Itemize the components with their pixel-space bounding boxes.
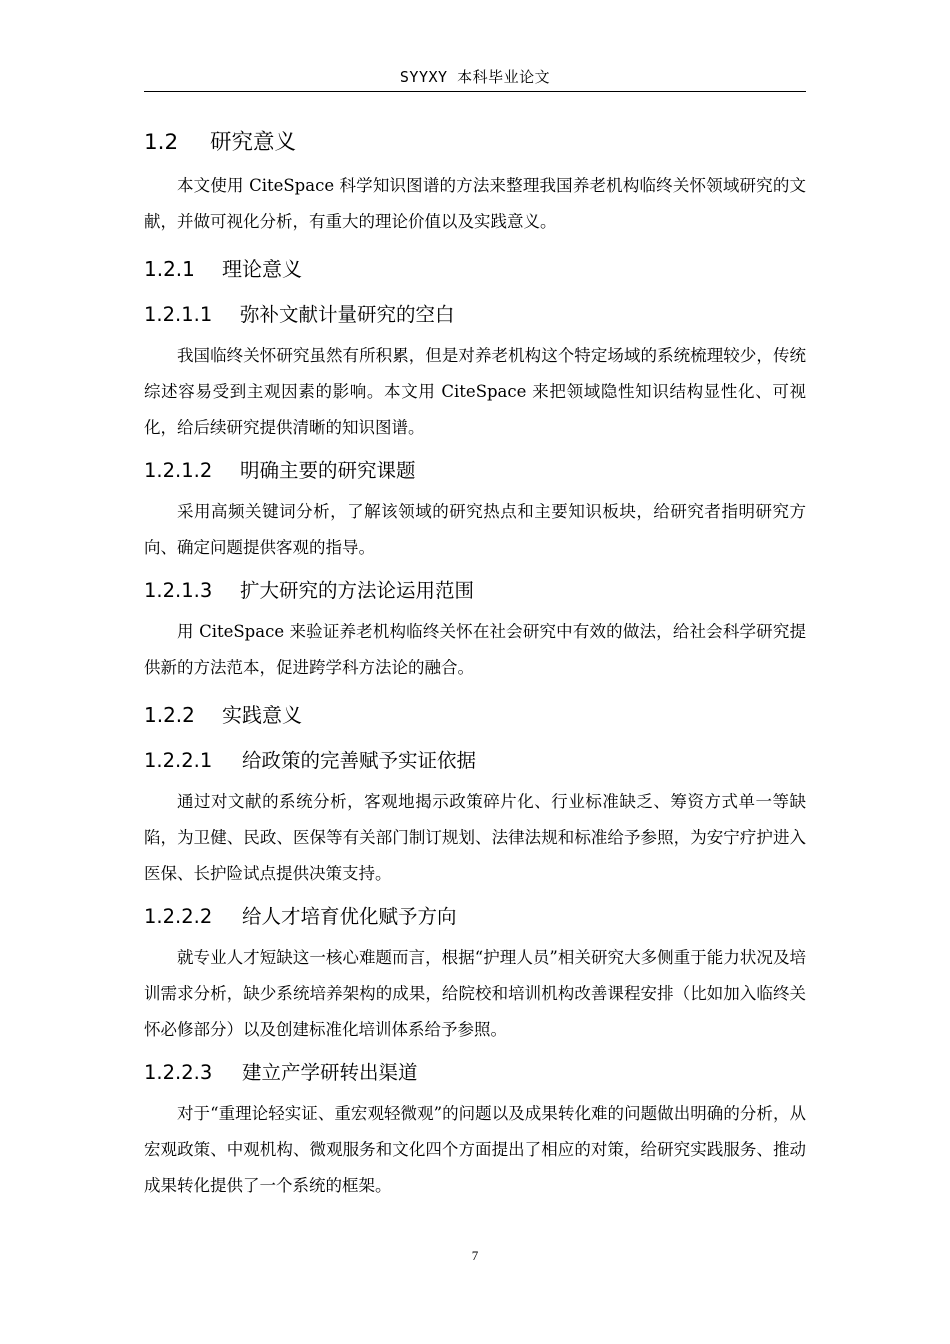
header-rule — [144, 91, 806, 92]
section-heading-1-2 — [144, 118, 806, 168]
section-title: 研究意义 — [210, 130, 297, 155]
paragraph: 用 CiteSpace 来验证养老机构临终关怀在社会研究中有效的做法，给社会科学研究提供新的方法范本，促进跨学科方法论的融合。 — [144, 622, 806, 677]
section-heading-1-2-1 — [144, 246, 806, 292]
section-title: 给人才培育优化赋予方向 — [242, 905, 457, 928]
section-heading-1-2-1-1 — [144, 292, 806, 338]
section-heading-1-2-2 — [144, 692, 806, 738]
document-body — [144, 118, 806, 1204]
section-title: 实践意义 — [222, 703, 302, 727]
section-number: 1.2.1.1 — [144, 303, 213, 326]
section-heading-1-2-2-1 — [144, 738, 806, 784]
paragraph: 通过对文献的系统分析，客观地揭示政策碎片化、行业标准缺乏、筹资方式单一等缺陷，为卫健、民政、医保等有关部门制订规划、法律法规和标准给予参照，为安宁疗护进入医保、长护险试点提供决策支持。 — [144, 792, 806, 883]
paragraph: 采用高频关键词分析，了解该领域的研究热点和主要知识板块，给研究者指明研究方向、确定问题提供客观的指导。 — [144, 502, 806, 557]
section-number: 1.2.2.2 — [144, 905, 213, 928]
running-header: SYYXY 本科毕业论文 — [399, 68, 551, 86]
section-title: 建立产学研转出渠道 — [242, 1061, 418, 1084]
section-title: 弥补文献计量研究的空白 — [240, 303, 455, 326]
section-number: 1.2.1 — [144, 257, 195, 281]
paragraph: 就专业人才短缺这一核心难题而言，根据“护理人员”相关研究大多侧重于能力状况及培训需求分析，缺少系统培养架构的成果，给院校和培训机构改善课程安排（比如加入临终关怀必修部分）以及创建标准化培训体系给予参照。 — [144, 948, 806, 1039]
section-heading-1-2-1-2 — [144, 448, 806, 494]
paragraph: 对于“重理论轻实证、重宏观轻微观”的问题以及成果转化难的问题做出明确的分析，从宏观政策、中观机构、微观服务和文化四个方面提出了相应的对策，给研究实践服务、推动成果转化提供了一个系统的框架。 — [144, 1104, 806, 1195]
section-number: 1.2.1.3 — [144, 579, 213, 602]
section-title: 扩大研究的方法论运用范围 — [240, 579, 475, 602]
section-number: 1.2.2.3 — [144, 1061, 213, 1084]
section-title: 给政策的完善赋予实证依据 — [242, 749, 477, 772]
section-number: 1.2.1.2 — [144, 459, 213, 482]
section-title: 明确主要的研究课题 — [240, 459, 416, 482]
page-number: 7 — [471, 1248, 479, 1263]
section-number: 1.2 — [144, 130, 179, 155]
section-number: 1.2.2 — [144, 703, 195, 727]
section-title: 理论意义 — [222, 257, 302, 281]
section-heading-1-2-2-3 — [144, 1050, 806, 1096]
section-number: 1.2.2.1 — [144, 749, 213, 772]
paragraph: 我国临终关怀研究虽然有所积累，但是对养老机构这个特定场域的系统梳理较少，传统综述容易受到主观因素的影响。本文用 CiteSpace 来把领域隐性知识结构显性化、可视化，给后续研究提供清晰的知识图谱。 — [144, 346, 806, 437]
section-heading-1-2-2-2 — [144, 894, 806, 940]
section-heading-1-2-1-3 — [144, 568, 806, 614]
paragraph: 本文使用 CiteSpace 科学知识图谱的方法来整理我国养老机构临终关怀领域研究的文献，并做可视化分析，有重大的理论价值以及实践意义。 — [144, 176, 806, 231]
